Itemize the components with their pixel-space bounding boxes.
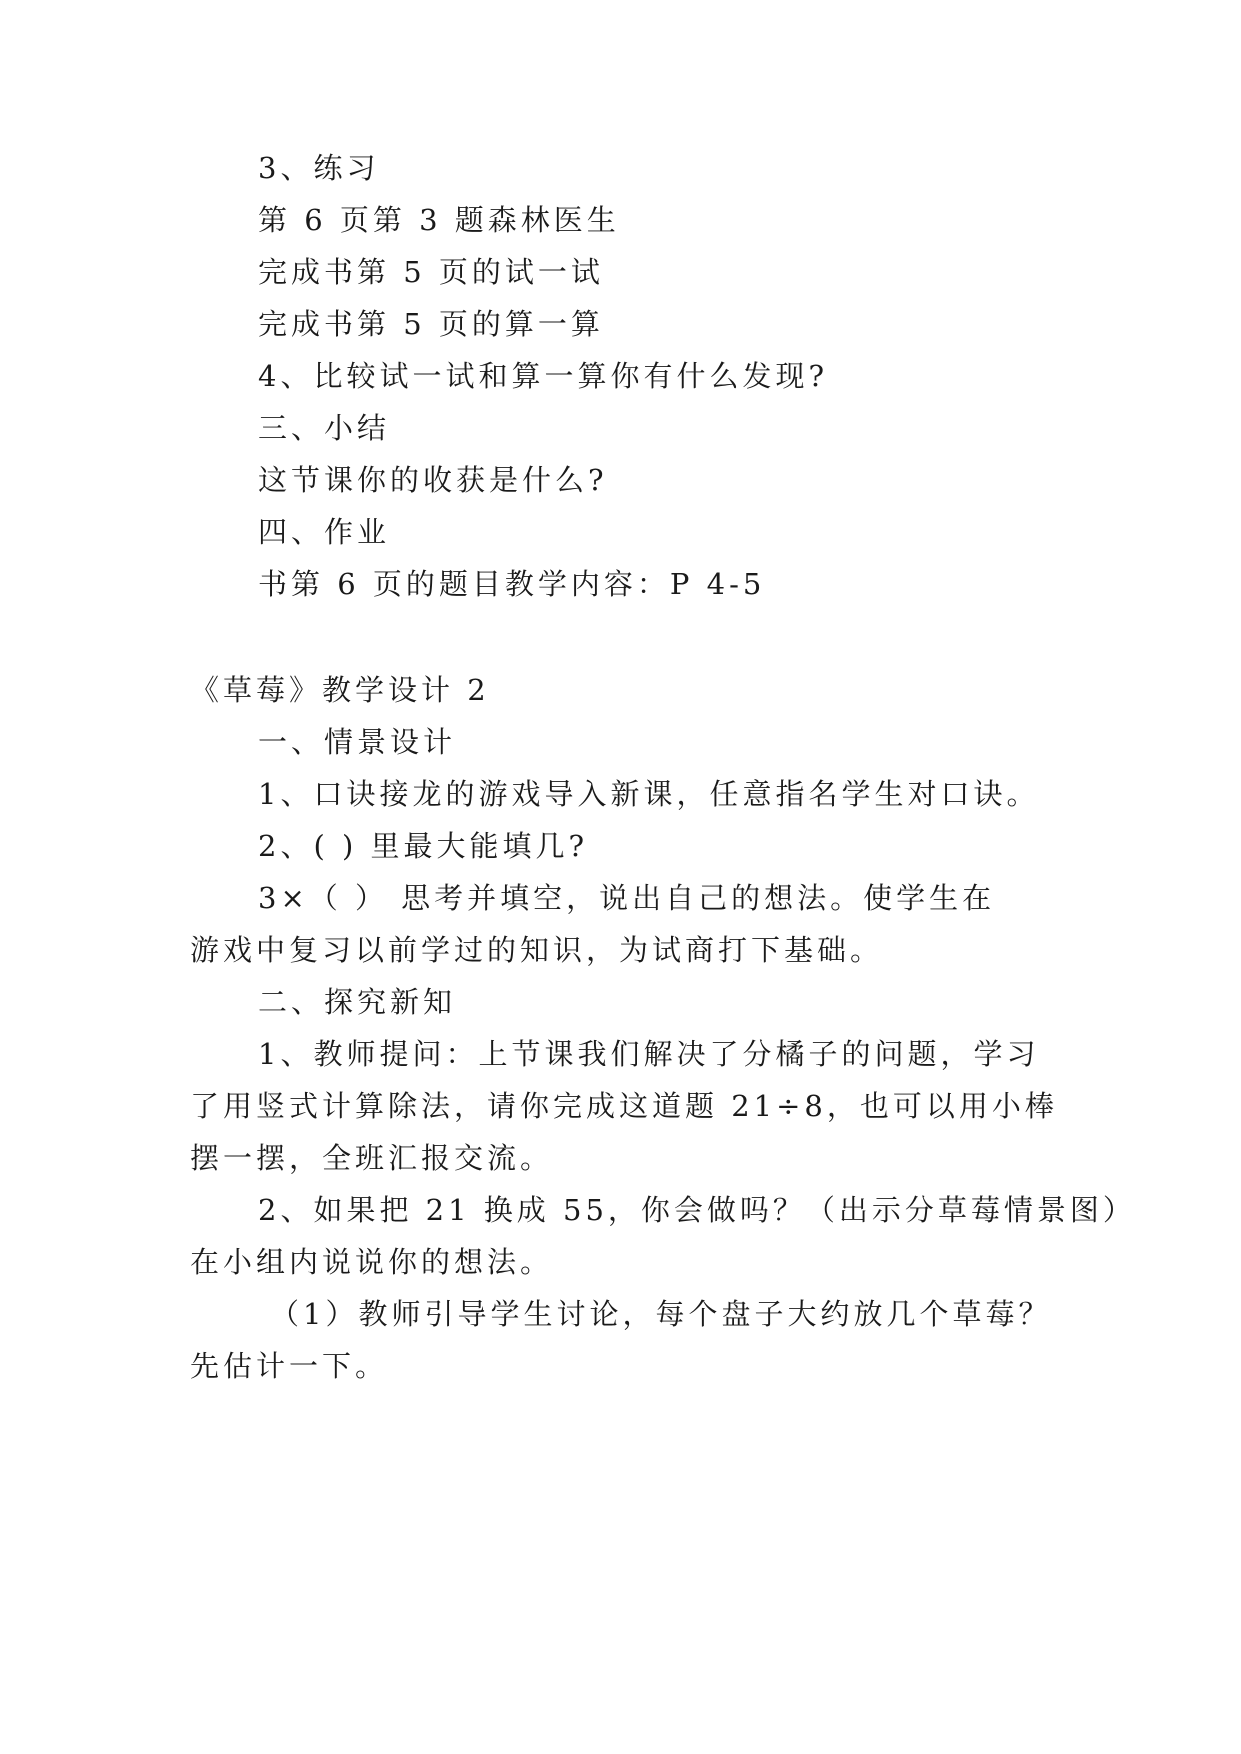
lesson-title: 《草莓》教学设计 2: [190, 673, 490, 707]
explore-item-2-line-2: 在小组内说说你的想法。: [190, 1245, 554, 1279]
forest-doctor-item: 第 6 页第 3 题森林医生: [258, 203, 620, 237]
compare-question: 4、比较试一试和算一算你有什么发现?: [258, 359, 828, 393]
explore-item-3-line-1: （1）教师引导学生讨论，每个盘子大约放几个草莓？: [270, 1297, 1052, 1331]
explore-heading: 二、探究新知: [258, 985, 457, 1019]
practice-heading: 3、练习: [258, 151, 380, 185]
homework-heading: 四、作业: [258, 515, 391, 549]
try-item: 完成书第 5 页的试一试: [258, 255, 604, 289]
scenario-item-3-line-2: 游戏中复习以前学过的知识，为试商打下基础。: [190, 933, 884, 967]
homework-text: 书第 6 页的题目教学内容：P 4-5: [258, 567, 766, 601]
summary-question: 这节课你的收获是什么?: [258, 463, 608, 497]
scenario-item-1: 1、口诀接龙的游戏导入新课，任意指名学生对口诀。: [258, 777, 1040, 811]
calc-item: 完成书第 5 页的算一算: [258, 307, 604, 341]
explore-item-1-line-2: 了用竖式计算除法，请你完成这道题 21÷8，也可以用小棒: [190, 1089, 1058, 1123]
explore-item-1-line-3: 摆一摆，全班汇报交流。: [190, 1141, 554, 1175]
explore-item-2-line-1: 2、如果把 21 换成 55，你会做吗？（出示分草莓情景图）: [258, 1193, 1136, 1227]
scenario-item-3-line-1: 3×（ ） 思考并填空，说出自己的想法。使学生在: [258, 881, 996, 915]
scenario-heading: 一、情景设计: [258, 725, 457, 759]
summary-heading: 三、小结: [258, 411, 391, 445]
explore-item-3-line-2: 先估计一下。: [190, 1349, 389, 1383]
scenario-item-2: 2、( ) 里最大能填几?: [258, 829, 589, 863]
explore-item-1-line-1: 1、教师提问：上节课我们解决了分橘子的问题，学习: [258, 1037, 1040, 1071]
